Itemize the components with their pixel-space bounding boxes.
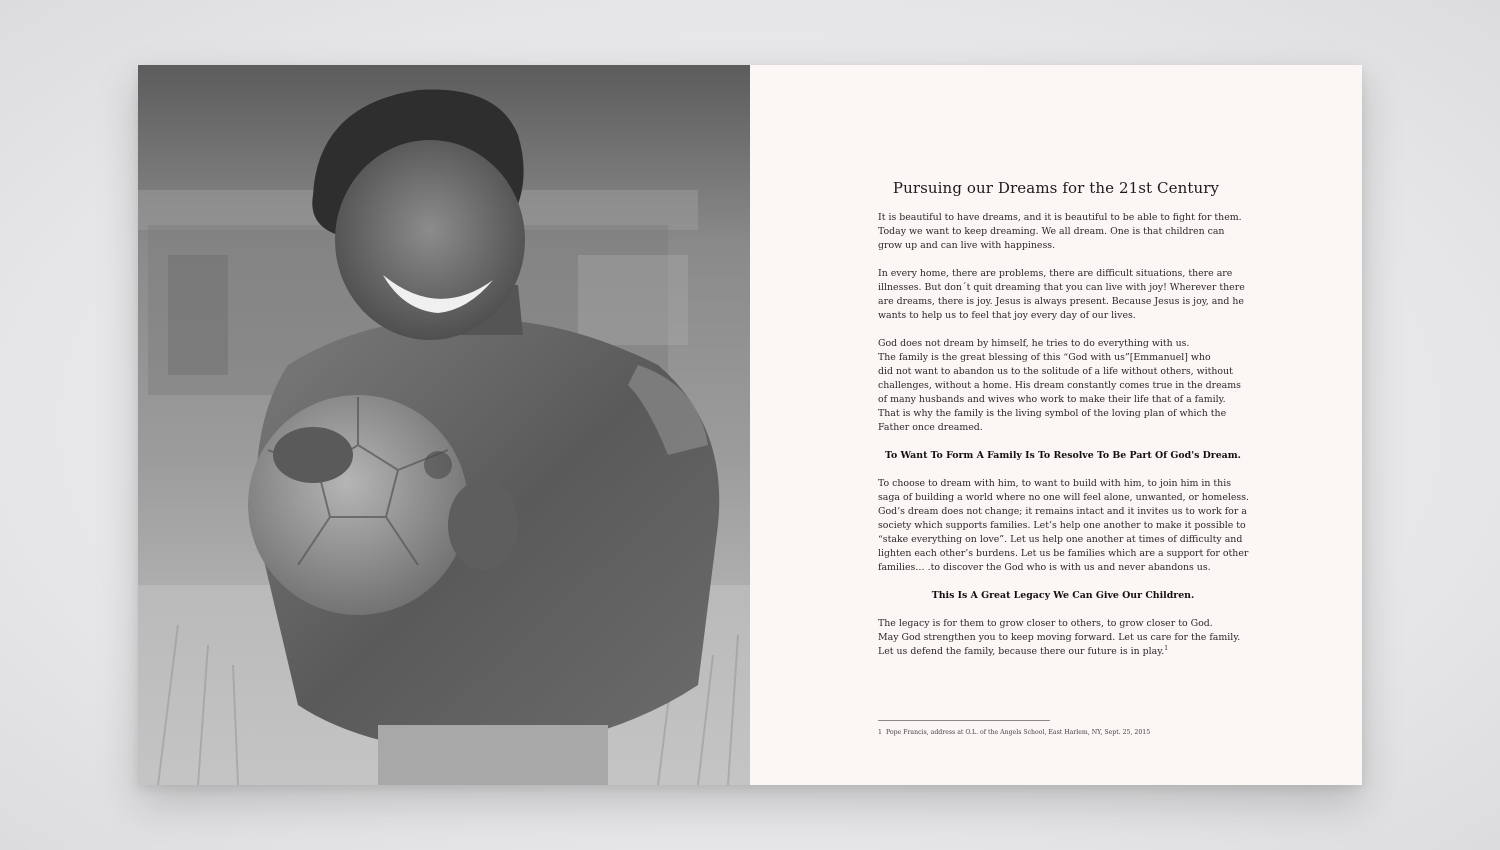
book-spread [138,65,1362,785]
paragraph-5 [878,617,1248,659]
text-line: That is why the family is the living symbol of the loving plan of which the [878,408,1227,419]
text-line: To choose to dream with him, to want to build with him, to join him in this [878,478,1232,489]
footnote-number: 1 [878,729,882,736]
text-line: The legacy is for them to grow closer to others, to grow closer to God. [878,618,1213,629]
text-line: Today we want to keep dreaming. We all dream. One is that children can [878,226,1225,237]
paragraph-3 [878,337,1248,435]
child-with-soccer-ball-photo [138,65,750,785]
text-line: It is beautiful to have dreams, and it is beautiful to be able to fight for them. [878,212,1242,223]
text-line: challenges, without a home. His dream constantly comes true in the dreams [878,380,1241,391]
text-line: are dreams, there is joy. Jesus is always present. Because Jesus is joy, and he [878,296,1244,307]
text-line: May God strengthen you to keep moving forward. Let us care for the family. [878,632,1241,643]
text-line: Father once dreamed. [878,422,983,433]
text-line: In every home, there are problems, there are difficult situations, there are [878,268,1233,279]
text-line: of many husbands and wives who work to make their life that of a family. [878,394,1226,405]
text-line: saga of building a world where no one will feel alone, unwanted, or homeless. [878,492,1250,503]
body-text [878,211,1248,673]
footnote-text: Pope Francis, address at O.L. of the Angels School, East Harlem, NY, Sept. 25, 2015 [885,729,1151,736]
paragraph-1 [878,211,1248,253]
footnote [878,729,1150,736]
paragraph-4 [878,477,1248,575]
text-line: did not want to abandon us to the solitude of a life without others, without [878,366,1233,377]
section-heading-legacy: This Is A Great Legacy We Can Give Our Children. [931,590,1195,601]
text-line: God does not dream by himself, he tries to do everything with us. [878,338,1190,349]
text-line: families… .to discover the God who is with us and never abandons us. [878,562,1211,573]
footnote-marker: 1 [1164,644,1169,652]
text-line: The family is the great blessing of this “God with us”[Emmanuel] who [878,352,1211,363]
text-line: illnesses. But don´t quit dreaming that you can live with joy! Wherever there [878,282,1245,293]
page-title: Pursuing our Dreams for the 21st Century [892,179,1220,197]
text-line: “stake everything on love”. Let us help one another at times of difficulty and [878,534,1243,545]
paragraph-2 [878,267,1248,323]
photo-page [138,65,750,785]
section-heading-family: To Want To Form A Family Is To Resolve To Be Part Of God's Dream. [885,450,1241,461]
text-page [750,65,1362,785]
footnote-divider [878,720,1050,721]
text-line: society which supports families. Let’s help one another to make it possible to [878,520,1246,531]
text-line: wants to help us to feel that joy every day of our lives. [878,310,1136,321]
text-line: God’s dream does not change; it remains intact and it invites us to work for a [878,506,1247,517]
text-line: Let us defend the family, because there our future is in play.$^1$ [878,644,1169,657]
text-line: grow up and can live with happiness. [878,240,1056,251]
text-line: lighten each other’s burdens. Let us be families which are a support for other [878,548,1249,559]
